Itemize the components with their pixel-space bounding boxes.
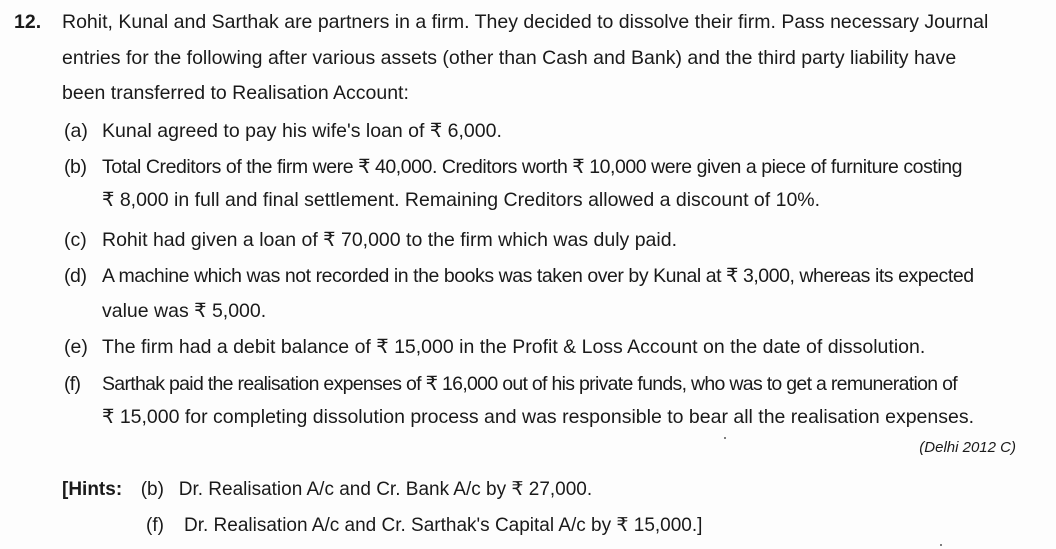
item-f: [64, 370, 957, 398]
hint-f-label: (f): [146, 515, 164, 536]
item-e-label: (e): [64, 336, 88, 358]
item-f-text-1: Sarthak paid the realisation expenses of ₹ 16,000 out of his private funds, who was to get a remuneration of: [102, 373, 957, 395]
item-c: [64, 226, 677, 254]
question-intro-line-3: been transferred to Realisation Account:: [62, 82, 409, 104]
item-c-label: (c): [64, 229, 87, 251]
item-b-label: (b): [64, 156, 87, 178]
print-speck: [940, 544, 942, 546]
item-a-label: (a): [64, 120, 88, 142]
item-f-text-2: ₹ 15,000 for completing dissolution process and was responsible to bear all the realisation expenses.: [102, 406, 974, 428]
item-d-label: (d): [64, 265, 87, 287]
item-b-text-1: Total Creditors of the firm were ₹ 40,000. Creditors worth ₹ 10,000 were given a piece of furniture costing: [102, 156, 963, 178]
item-b-text-2: ₹ 8,000 in full and final settlement. Remaining Creditors allowed a discount of 10%.: [102, 189, 821, 211]
hint-b-text: Dr. Realisation A/c and Cr. Bank A/c by ₹ 27,000.: [178, 479, 593, 500]
hints-line-2: [146, 512, 702, 540]
hints-line-1: [62, 476, 592, 504]
hints-open-bracket: [: [62, 479, 69, 500]
item-c-text: Rohit had given a loan of ₹ 70,000 to the firm which was duly paid.: [102, 229, 677, 251]
question-source: (Delhi 2012 C): [919, 439, 1016, 456]
item-e-text: The firm had a debit balance of ₹ 15,000 in the Profit & Loss Account on the date of dissolution.: [102, 336, 926, 358]
item-b: [64, 153, 962, 181]
item-d-text-2: value was ₹ 5,000.: [102, 300, 267, 322]
question-number: 12.: [14, 11, 42, 33]
item-a-text: Kunal agreed to pay his wife's loan of ₹ 6,000.: [102, 120, 502, 142]
item-e: [64, 333, 925, 361]
item-a: [64, 117, 502, 145]
question-intro-line-2: entries for the following after various assets (other than Cash and Bank) and the third party liability have: [62, 47, 957, 69]
question-intro-line-1: Rohit, Kunal and Sarthak are partners in a firm. They decided to dissolve their firm. Pass necessary Journal: [62, 11, 989, 33]
hint-f-text: Dr. Realisation A/c and Cr. Sarthak's Capital A/c by ₹ 15,000.]: [184, 515, 703, 536]
item-d-text-1: A machine which was not recorded in the books was taken over by Kunal at ₹ 3,000, whereas its expected: [102, 265, 974, 287]
print-speck: [724, 437, 726, 439]
item-d: [64, 262, 974, 290]
hints-title: Hints:: [68, 479, 123, 500]
hint-b-label: (b): [140, 479, 164, 500]
item-f-label: (f): [64, 373, 81, 395]
